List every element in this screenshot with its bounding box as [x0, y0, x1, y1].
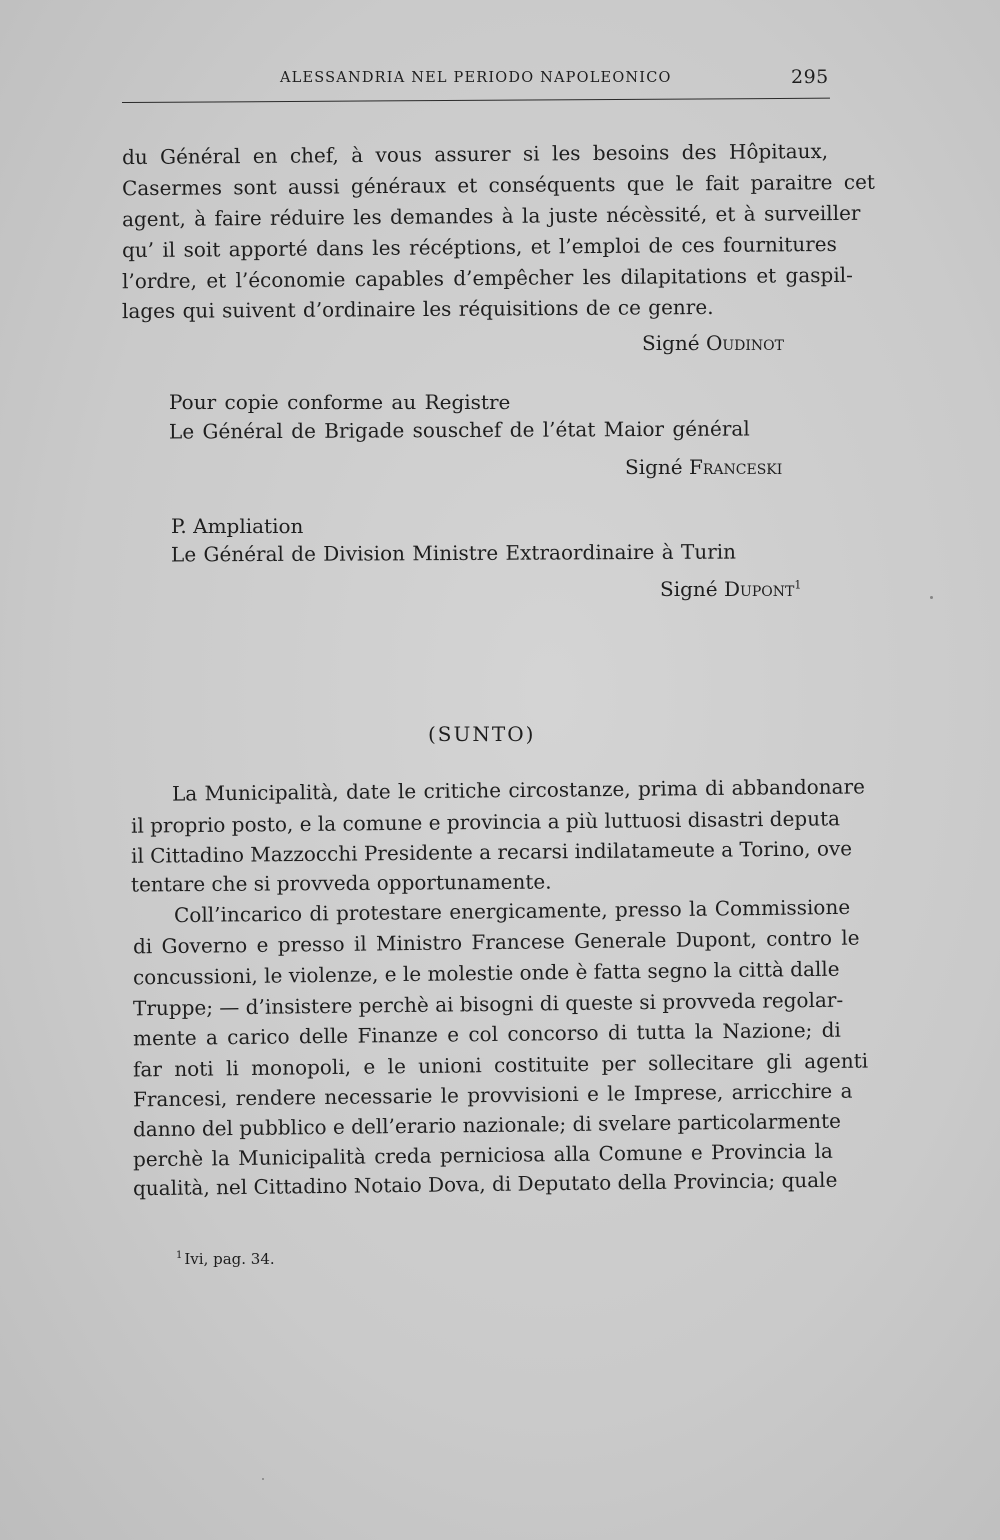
- signature-name: Oudinot: [705, 331, 784, 355]
- text-line: il Cittadino Mazzocchi Presidente a recarsi indilatameute a Torino, ove: [130, 836, 853, 868]
- text-line: tentare che si provveda opportunamente.: [130, 869, 552, 897]
- signature-prefix: Signé: [625, 455, 683, 479]
- text-line: Coll’incarico di protestare energicamente, presso la Commissione: [173, 894, 851, 928]
- footnote-text: Ivi, pag. 34.: [184, 1250, 275, 1268]
- section-title: (SUNTO): [428, 722, 536, 746]
- copy-line: Le Général de Brigade souschef de l’état Maior général: [168, 416, 750, 444]
- text-line: danno del pubblico e dell’erario nazionale; di svelare particolarmente: [132, 1108, 842, 1142]
- scan-speck: [930, 596, 933, 599]
- signature-franceski: [625, 455, 782, 479]
- text-line: lages qui suivent d’ordinaire les réquisitions de ce genre.: [121, 294, 714, 324]
- signature-name: Dupont: [723, 577, 795, 601]
- running-header: ALESSANDRIA NEL PERIODO NAPOLEONICO: [280, 70, 672, 86]
- scan-speck: [262, 1478, 264, 1480]
- text-line: Francesi, rendere necessarie le provvisioni e le Imprese, arricchire a: [132, 1078, 853, 1112]
- text-line: Truppe; — d’insistere perchè ai bisogni di queste si provveda regolar-: [132, 987, 844, 1021]
- ampliation-line: Le Général de Division Ministre Extraordinaire à Turin: [170, 539, 737, 567]
- footnote-mark: 1: [176, 1250, 183, 1261]
- text-line: Casermes sont aussi généraux et conséquents que le fait paraitre cet: [121, 169, 875, 201]
- signature-prefix: Signé: [660, 577, 718, 601]
- copy-line: Pour copie conforme au Registre: [169, 390, 511, 414]
- text-line: du Général en chef, à vous assurer si les besoins des Hôpitaux,: [121, 138, 829, 170]
- signature-dupont: [660, 577, 801, 601]
- text-line: qu’ il soit apporté dans les récéptions, et l’emploi de ces fournitures: [121, 231, 837, 263]
- signature-prefix: Signé: [642, 331, 700, 355]
- footnote: [176, 1250, 275, 1268]
- signature-oudinot: [642, 331, 784, 355]
- text-line: concussioni, le violenze, e le molestie onde è fatta segno la città dalle: [132, 956, 840, 990]
- text-line: qualità, nel Cittadino Notaio Dova, di Deputato della Provincia; quale: [132, 1167, 838, 1201]
- header-rule: [122, 98, 830, 103]
- footnote-reference: 1: [794, 578, 802, 592]
- text-line: l’ordre, et l’économie capables d’empêcher les dilapitations et gaspil-: [121, 262, 853, 294]
- signature-name: Franceski: [688, 455, 783, 479]
- text-line: far noti li monopoli, e le unioni costituite per sollecitare gli agenti: [132, 1048, 869, 1082]
- text-line: La Municipalità, date le critiche circostanze, prima di abbandonare: [171, 774, 866, 806]
- page-number: 295: [791, 66, 829, 88]
- text-line: perchè la Municipalità creda perniciosa alla Comune e Provincia la: [132, 1138, 833, 1172]
- text-line: agent, à faire réduire les demandes à la juste nécèssité, et à surveiller: [121, 200, 861, 232]
- ampliation-line: P. Ampliation: [171, 514, 304, 538]
- text-line: mente a carico delle Finanze e col concorso di tutta la Nazione; di: [132, 1017, 842, 1051]
- text-line: di Governo e presso il Ministro Francese Generale Dupont, contro le: [132, 925, 860, 959]
- text-line: il proprio posto, e la comune e provincia a più luttuosi disastri deputa: [130, 806, 841, 838]
